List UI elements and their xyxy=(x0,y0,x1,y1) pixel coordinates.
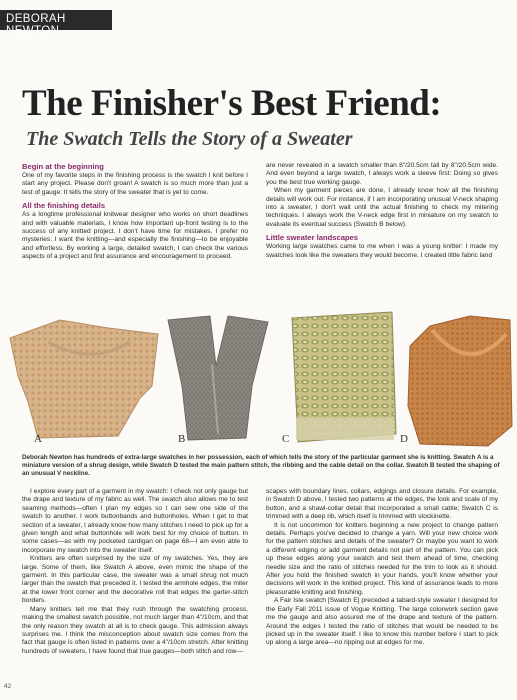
swatch-label-c: C xyxy=(282,433,290,445)
paragraph: Working large swatches came to me when I was a young knitter: I made my swatches look like the sweaters they would become. I created little fabric land xyxy=(266,243,498,259)
section-heading-details: All the finishing details xyxy=(22,201,106,211)
paragraph: I explore every part of a garment in my swatch: I check not only gauge but the drape and texture of my fabric as well. The swatch also allows me to test seaming methods—often I plan my edges so I can sew one side of the swatch to another. I work buttonbands and buttonholes. When I get to that section of a sweater, I already know how many stitches I need to pick up for a given length and what buttonhole will work best for my choice of button. In some cases—as with my pocketed cardigan on page 68—I am even able to incorporate my swatch into the sweater itself. xyxy=(22,488,248,554)
paragraph: A Fair Isle swatch [Swatch E] preceded a tabard-style sweater I designed for the Early Fall 2011 issue of Vogue Knitting. The large colorwork section gave me the gauge and also assured me of the drape and texture of the pattern. Around the edges I tested the ratio of stitches that would be needed to be picked up in the sweater itself: I like to know this number before I start to pick up along a large area—no ripping out at edges for me. xyxy=(266,597,498,647)
swatch-label-a: A xyxy=(34,433,42,445)
swatch-b-image xyxy=(168,316,268,440)
swatch-label-b: B xyxy=(178,433,186,445)
author-name: DEBORAH NEWTON xyxy=(6,13,66,37)
top-left-column xyxy=(22,162,248,262)
section-heading-landscapes: Little sweater landscapes xyxy=(266,233,359,243)
page-number: 42 xyxy=(4,683,12,690)
article-title: The Finisher's Best Friend: xyxy=(22,83,442,124)
paragraph: It is not uncommon for knitters beginning a new project to change pattern details. Perhaps you've decided to change a yarn. Will your new choice work for the pattern stitches and details of the sweater? Or maybe you want to work a different edging or add garment details not part of the pattern. You can pick up these edges along your swatch and test them ahead of time, checking needle size and the ratio of stitches needed for the trim to look as it should. After you hold the finished swatch in your hands, you'll know whether your decisions will work in the knitted project. This kind of assurance leads to more pleasurable knitting and finishing. xyxy=(266,521,498,596)
swatch-label-d: D xyxy=(400,433,408,445)
swatch-c-image xyxy=(292,312,396,442)
paragraph: Knitters are often surprised by the size of my swatches. Yes, they are large. Some of them, like Swatch A above, even mimic the shape of the garment. In this particular case, the sweater was a small shrug not much larger than the swatch that preceded it. I tested the armhole edges, the miter at the lower front corner and the decorative roll that edges the garter-stitch borders. xyxy=(22,555,248,605)
paragraph: As a longtime professional knitwear designer who works on short deadlines and with valuable materials, I know how important up-front testing is to the success of any knitted project. I don't have time for mistakes. I prefer no mysteries: I want the knitting—and especially the finishing—to be enjoyable and effortless. By working a large, detailed swatch, I can check the various aspects of a project and find assurance and encouragement to proceed. xyxy=(22,211,248,261)
bottom-right-column xyxy=(266,488,498,648)
paragraph: are never revealed in a swatch smaller than 8"/20.5cm tall by 8"/20.5cm wide. And even beyond a large swatch, I always work a sleeve first: Doing so gives you the best true working gauge. xyxy=(266,162,498,186)
author-header-bar xyxy=(0,10,112,37)
paragraph: scapes with boundary lines, collars, edgings and closure details. For example, in Swatch D above, I tested two patterns at the edges, the look and scale of my button, and a shawl-collar detail that incorporated a small cable; Swatch C is trimmed with a deep rib, which itself is trimmed with stockinette. xyxy=(266,488,498,521)
article-subtitle: The Swatch Tells the Story of a Sweater xyxy=(26,128,353,150)
section-heading-begin: Begin at the beginning xyxy=(22,162,104,171)
swatch-d-image xyxy=(408,316,512,446)
swatch-a-image xyxy=(10,320,158,438)
bottom-left-column xyxy=(22,488,248,656)
swatch-photos xyxy=(0,306,517,454)
swatch-photo-strip xyxy=(0,306,517,454)
photo-caption: Deborah Newton has hundreds of extra-large swatches in her possession, each of which tells the story of the particular garment she is knitting. Swatch A is a miniature version of a shrug design, while Swatch D tested the main pattern stitch, the ribbing and the cable detail on the collar. Swatch B tested the shaping of an unusual V neckline. xyxy=(22,454,500,477)
top-right-column xyxy=(266,162,498,260)
paragraph: When my garment pieces are done, I already know how all the finishing details will work out. For instance, if I am incorporating unusual V-neck shaping into a sweater, I don't wait until the actual finishing to check my mitering techniques. I always work the V-neck edge first in miniature on my swatch to evaluate its eventual success (Swatch B below). xyxy=(266,187,498,228)
paragraph: One of my favorite steps in the finishing process is the swatch I knit before I start any project. Please don't groan! A swatch is so much more than just a test of gauge: It tells the story of the sweater that is yet to come. xyxy=(22,172,248,196)
paragraph: Many knitters tell me that they rush through the swatching process, making the smallest swatch possible, not much larger than 4"/10cm, and that the only reason they swatch at all is to check gauge. This admission always surprises me. I think the misconception about swatch size comes from the fact that gauge is often listed in patterns over a 4"/10cm stretch. After knitting hundreds of sweaters, I have found that true gauges—both stitch and row— xyxy=(22,605,248,655)
